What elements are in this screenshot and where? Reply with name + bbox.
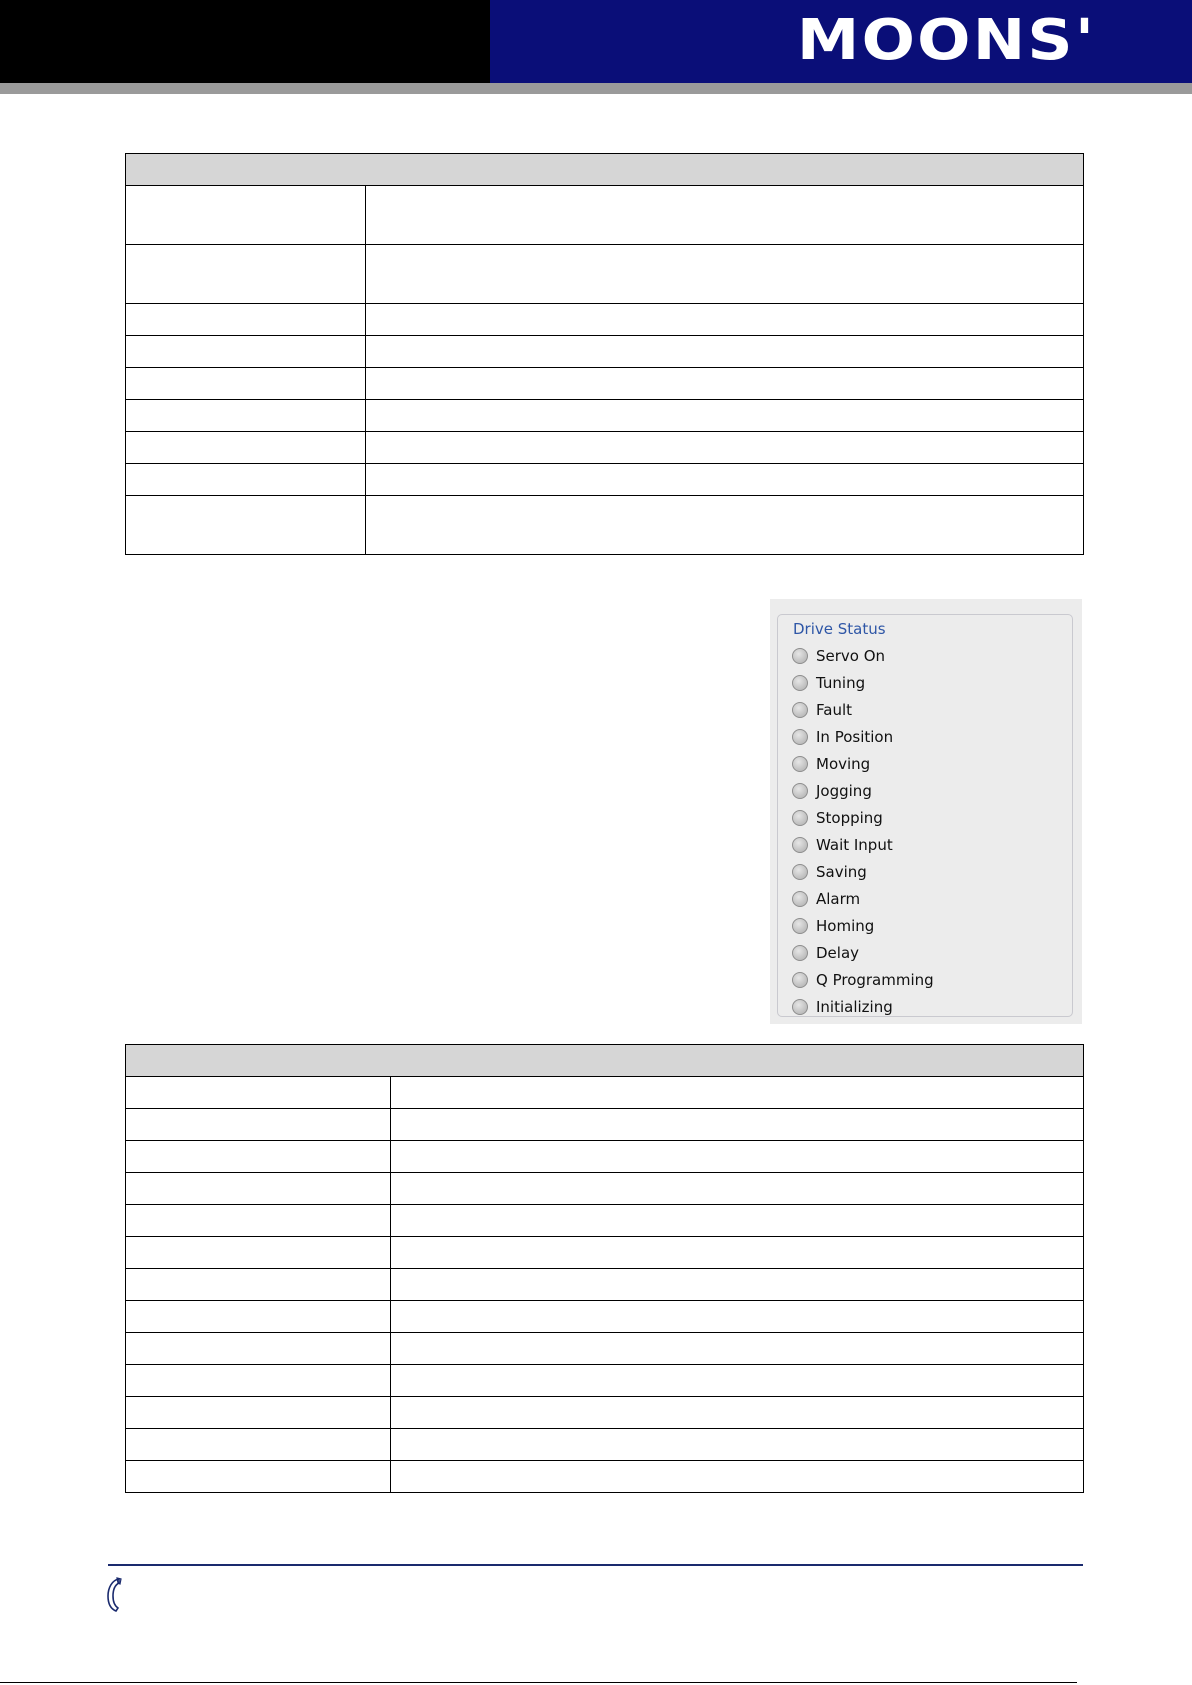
status-lamp-icon <box>792 837 808 853</box>
table-cell <box>391 1109 1084 1141</box>
footer-rule <box>108 1564 1083 1566</box>
table-row <box>126 1429 1084 1461</box>
header-rule <box>0 83 1192 94</box>
table-cell <box>126 304 366 336</box>
status-item-q-programming <box>792 966 934 993</box>
drive-status-list <box>792 642 934 1020</box>
table-row <box>126 1141 1084 1173</box>
table-cell <box>126 368 366 400</box>
status-label: Fault <box>816 700 852 719</box>
table-row <box>126 1077 1084 1109</box>
status-label: Q Programming <box>816 970 934 989</box>
table-cell <box>391 1461 1084 1493</box>
table-cell <box>366 496 1084 555</box>
status-lamp-icon <box>792 945 808 961</box>
drive-status-frame <box>777 614 1073 1017</box>
status-lamp-icon <box>792 918 808 934</box>
status-label: Saving <box>816 862 867 881</box>
table-cell <box>366 304 1084 336</box>
status-label: Jogging <box>816 781 872 800</box>
table-row <box>126 1301 1084 1333</box>
table-cell <box>391 1269 1084 1301</box>
table-cell <box>126 496 366 555</box>
table-cell <box>126 245 366 304</box>
table-row <box>126 1173 1084 1205</box>
header-left-band <box>0 0 490 83</box>
status-item-homing <box>792 912 934 939</box>
table-row <box>126 1269 1084 1301</box>
status-lamp-icon <box>792 756 808 772</box>
table-cell <box>126 336 366 368</box>
table-cell <box>391 1333 1084 1365</box>
status-lamp-icon <box>792 702 808 718</box>
status-item-servo-on <box>792 642 934 669</box>
status-lamp-icon <box>792 648 808 664</box>
status-label: Tuning <box>816 673 866 692</box>
table-cell <box>366 245 1084 304</box>
table-cell <box>126 1269 391 1301</box>
table-row <box>126 1205 1084 1237</box>
table-cell <box>126 1333 391 1365</box>
table-cell <box>126 186 366 245</box>
table-cell <box>366 400 1084 432</box>
table-cell <box>366 464 1084 496</box>
table-cell <box>391 1397 1084 1429</box>
table-cell <box>126 464 366 496</box>
table-cell <box>126 1301 391 1333</box>
table-row <box>126 245 1084 304</box>
status-lamp-icon <box>792 783 808 799</box>
table-cell <box>391 1429 1084 1461</box>
status-label: Homing <box>816 916 875 935</box>
table-row <box>126 336 1084 368</box>
table-cell <box>126 432 366 464</box>
table-cell <box>366 432 1084 464</box>
table-cell <box>391 1077 1084 1109</box>
status-lamp-icon <box>792 999 808 1015</box>
table-row <box>126 432 1084 464</box>
drive-status-title: Drive Status <box>790 620 889 638</box>
status-item-tuning <box>792 669 934 696</box>
status-lamp-icon <box>792 864 808 880</box>
status-label: Servo On <box>816 646 886 665</box>
table-2 <box>125 1044 1084 1493</box>
status-item-moving <box>792 750 934 777</box>
status-lamp-icon <box>792 675 808 691</box>
table-row <box>126 464 1084 496</box>
status-item-stopping <box>792 804 934 831</box>
table-row <box>126 1109 1084 1141</box>
status-label: Alarm <box>816 889 861 908</box>
table-row <box>126 304 1084 336</box>
status-label: Moving <box>816 754 871 773</box>
drive-status-panel <box>770 599 1082 1024</box>
table-cell <box>126 1365 391 1397</box>
status-lamp-icon <box>792 891 808 907</box>
status-item-wait-input <box>792 831 934 858</box>
status-lamp-icon <box>792 972 808 988</box>
status-item-saving <box>792 858 934 885</box>
table-cell <box>126 1461 391 1493</box>
table-cell <box>126 1141 391 1173</box>
status-item-fault <box>792 696 934 723</box>
table-header-row <box>126 154 1084 186</box>
status-label: Wait Input <box>816 835 893 854</box>
status-lamp-icon <box>792 810 808 826</box>
table-row <box>126 1237 1084 1269</box>
table-row <box>126 1461 1084 1493</box>
status-item-in-position <box>792 723 934 750</box>
table-cell <box>391 1141 1084 1173</box>
table-row <box>126 1397 1084 1429</box>
status-label: In Position <box>816 727 894 746</box>
table-header-cell <box>126 154 1084 186</box>
table-cell <box>391 1173 1084 1205</box>
status-item-jogging <box>792 777 934 804</box>
table-header-row <box>126 1045 1084 1077</box>
table-cell <box>366 368 1084 400</box>
phone-icon <box>104 1576 126 1614</box>
status-item-initializing <box>792 993 934 1020</box>
table-cell <box>126 1397 391 1429</box>
table-cell <box>126 1173 391 1205</box>
table-row <box>126 186 1084 245</box>
status-lamp-icon <box>792 729 808 745</box>
table-row <box>126 1333 1084 1365</box>
table-row <box>126 400 1084 432</box>
status-label: Delay <box>816 943 860 962</box>
table-1 <box>125 153 1084 555</box>
table-cell <box>126 1237 391 1269</box>
status-item-alarm <box>792 885 934 912</box>
table-cell <box>391 1237 1084 1269</box>
table-cell <box>126 1077 391 1109</box>
table-cell <box>391 1301 1084 1333</box>
status-item-delay <box>792 939 934 966</box>
table-cell <box>366 336 1084 368</box>
table-cell <box>391 1365 1084 1397</box>
table-row <box>126 368 1084 400</box>
table-cell <box>391 1205 1084 1237</box>
table-row <box>126 1365 1084 1397</box>
header-right-band <box>490 0 1192 83</box>
table-cell <box>366 186 1084 245</box>
table-row <box>126 496 1084 555</box>
table-cell <box>126 1205 391 1237</box>
table-cell <box>126 1429 391 1461</box>
status-label: Stopping <box>816 808 883 827</box>
table-cell <box>126 400 366 432</box>
table-header-cell <box>126 1045 1084 1077</box>
bottom-rule <box>0 1682 1077 1683</box>
table-cell <box>126 1109 391 1141</box>
status-label: Initializing <box>816 997 893 1016</box>
moons-logo: MOONS' <box>796 8 1096 73</box>
